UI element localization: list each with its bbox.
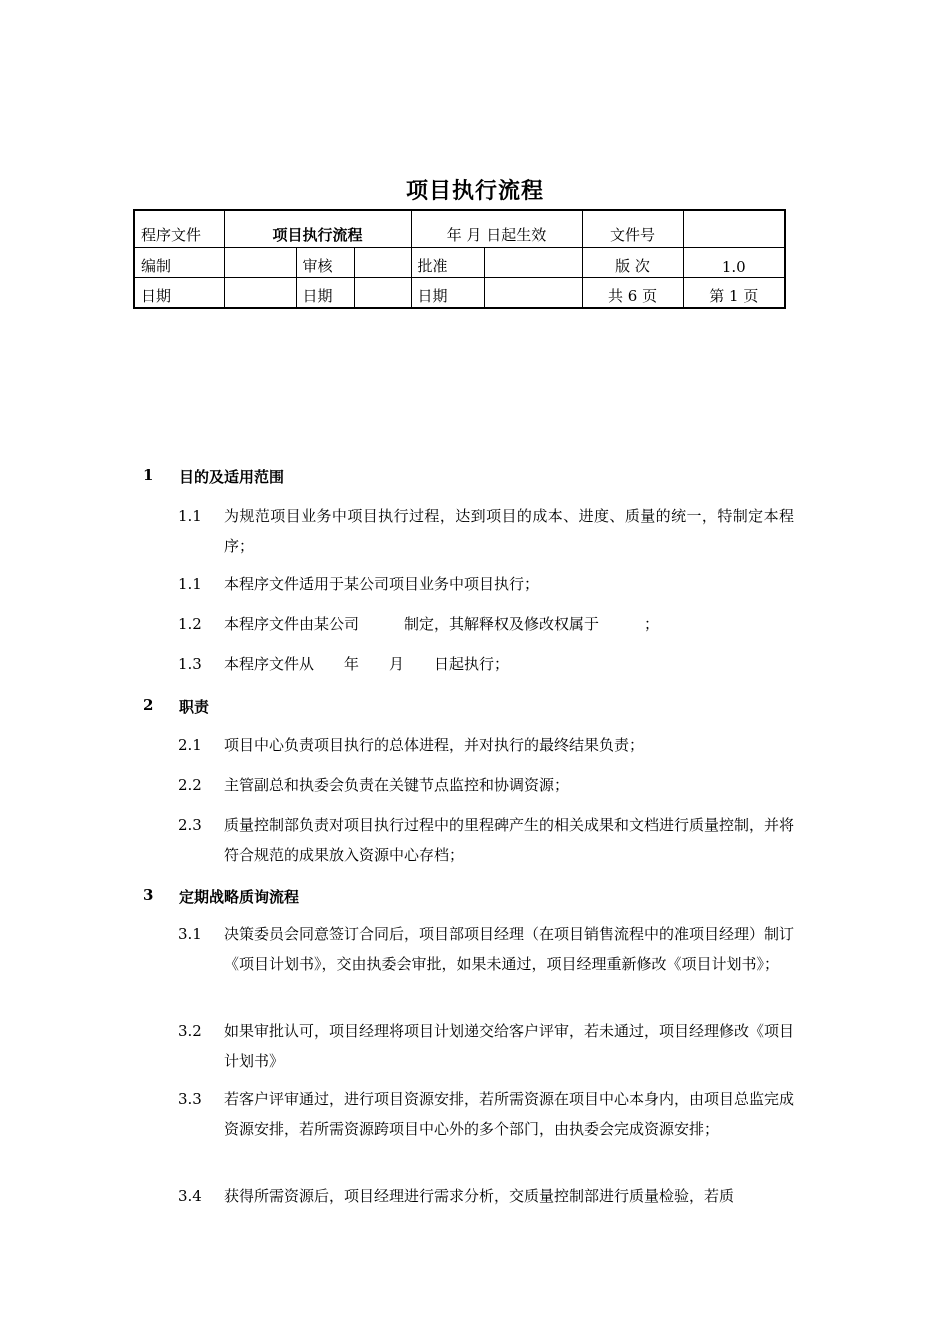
date-label-3: 日期 bbox=[411, 278, 484, 309]
date-label-1: 日期 bbox=[134, 278, 224, 309]
list-item bbox=[178, 770, 798, 800]
item-number: 1.2 bbox=[178, 615, 202, 633]
version-label: 版 次 bbox=[582, 248, 683, 278]
item-number: 3.1 bbox=[178, 925, 202, 943]
list-item bbox=[178, 810, 798, 870]
prepared-by-value bbox=[224, 248, 296, 278]
list-item bbox=[178, 919, 798, 979]
item-text: 若客户评审通过，进行项目资源安排，若所需资源在项目中心本身内，由项目总监完成资源安排，若所需资源跨项目中心外的多个部门，由执委会完成资源安排； bbox=[224, 1090, 795, 1138]
page-title: 项目执行流程 bbox=[405, 178, 544, 204]
version-value: 1.0 bbox=[683, 248, 785, 278]
item-number: 2.2 bbox=[178, 776, 202, 794]
section-heading bbox=[143, 696, 209, 717]
reviewed-by-label: 审核 bbox=[296, 248, 354, 278]
item-number: 1.1 bbox=[178, 507, 202, 525]
section-title: 职责 bbox=[179, 698, 210, 716]
list-item bbox=[178, 1084, 798, 1144]
list-item bbox=[178, 609, 798, 639]
item-text: 本程序文件适用于某公司项目业务中项目执行； bbox=[224, 575, 540, 593]
total-pages: 共 6 页 bbox=[582, 278, 683, 309]
header-row-1 bbox=[134, 210, 785, 248]
document-header-table bbox=[133, 209, 786, 309]
item-number: 3.2 bbox=[178, 1022, 202, 1040]
doc-number-value bbox=[683, 210, 785, 248]
date-label-2: 日期 bbox=[296, 278, 354, 309]
section-number: 3 bbox=[143, 886, 154, 904]
doc-number-label: 文件号 bbox=[582, 210, 683, 248]
item-number: 1.3 bbox=[178, 655, 202, 673]
approved-by-value bbox=[484, 248, 582, 278]
section-heading bbox=[143, 466, 284, 487]
date-value-1 bbox=[224, 278, 296, 309]
item-number: 1.1 bbox=[178, 575, 202, 593]
item-number: 3.3 bbox=[178, 1090, 202, 1108]
current-page: 第 1 页 bbox=[683, 278, 785, 309]
item-text: 获得所需资源后，项目经理进行需求分析，交质量控制部进行质量检验，若质 bbox=[224, 1187, 735, 1205]
item-text: 为规范项目业务中项目执行过程，达到项目的成本、进度、质量的统一，特制定本程序； bbox=[224, 507, 794, 555]
item-text: 项目中心负责项目执行的总体进程，并对执行的最终结果负责； bbox=[224, 736, 645, 754]
list-item bbox=[178, 649, 798, 679]
prepared-by-label: 编制 bbox=[134, 248, 224, 278]
section-number: 2 bbox=[143, 696, 154, 714]
section-title: 定期战略质询流程 bbox=[179, 888, 300, 906]
list-item bbox=[178, 730, 798, 760]
list-item bbox=[178, 501, 798, 561]
doc-title-cell: 项目执行流程 bbox=[224, 210, 411, 248]
item-text: 本程序文件从 年 月 日起执行； bbox=[224, 655, 510, 673]
reviewed-by-value bbox=[354, 248, 411, 278]
list-item bbox=[178, 569, 798, 599]
doc-type-label: 程序文件 bbox=[134, 210, 224, 248]
item-number: 3.4 bbox=[178, 1187, 202, 1205]
section-title: 目的及适用范围 bbox=[179, 468, 285, 486]
section-number: 1 bbox=[143, 466, 154, 484]
effective-date-cell: 年 月 日起生效 bbox=[411, 210, 582, 248]
item-text: 本程序文件由某公司 制定，其解释权及修改权属于 ； bbox=[224, 615, 660, 633]
header-row-3 bbox=[134, 278, 785, 309]
item-number: 2.1 bbox=[178, 736, 202, 754]
item-text: 如果审批认可，项目经理将项目计划递交给客户评审，若未通过，项目经理修改《项目计划书》 bbox=[224, 1022, 795, 1070]
item-text: 决策委员会同意签订合同后，项目部项目经理（在项目销售流程中的准项目经理）制订《项目计划书》，交由执委会审批，如果未通过，项目经理重新修改《项目计划书》； bbox=[224, 925, 795, 973]
list-item bbox=[178, 1181, 798, 1211]
item-text: 主管副总和执委会负责在关键节点监控和协调资源； bbox=[224, 776, 570, 794]
item-number: 2.3 bbox=[178, 816, 202, 834]
date-value-3 bbox=[484, 278, 582, 309]
header-row-2 bbox=[134, 248, 785, 278]
date-value-2 bbox=[354, 278, 411, 309]
approved-by-label: 批准 bbox=[411, 248, 484, 278]
item-text: 质量控制部负责对项目执行过程中的里程碑产生的相关成果和文档进行质量控制，并将符合规范的成果放入资源中心存档； bbox=[224, 816, 795, 864]
section-heading bbox=[143, 886, 299, 907]
list-item bbox=[178, 1016, 798, 1076]
